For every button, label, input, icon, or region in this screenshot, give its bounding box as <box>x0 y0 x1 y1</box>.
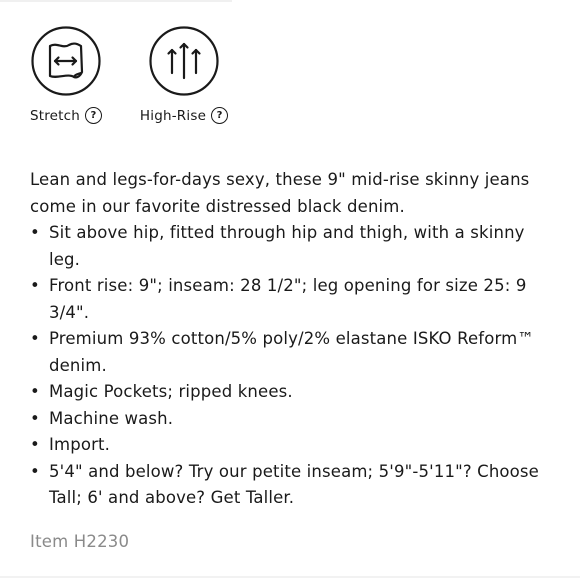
feature-high-rise <box>136 26 232 124</box>
top-divider <box>0 0 232 2</box>
stretch-help-icon[interactable]: ? <box>85 107 102 124</box>
list-item: • Front rise: 9"; inseam: 28 1/2"; leg opening for size 25: 9 3/4". <box>30 273 545 326</box>
description-bullets <box>30 220 545 512</box>
feature-icons-row <box>28 26 232 124</box>
description-intro: Lean and legs-for-days sexy, these 9" mid-rise skinny jeans come in our favorite distressed black denim. <box>30 170 530 216</box>
item-number: Item H2230 <box>30 532 130 551</box>
high-rise-arrows-icon <box>149 26 219 96</box>
stretch-label-row <box>30 107 102 124</box>
stretch-label: Stretch <box>29 107 81 124</box>
list-item: • 5'4" and below? Try our petite inseam; 5'9"-5'11"? Choose Tall; 6' and above? Get Taller. <box>30 459 545 512</box>
bottom-divider <box>0 576 580 578</box>
product-description <box>30 167 545 512</box>
high-rise-label-row <box>140 107 228 124</box>
list-item: • Machine wash. <box>30 406 545 433</box>
list-item: • Sit above hip, fitted through hip and thigh, with a skinny leg. <box>30 220 545 273</box>
list-item: • Magic Pockets; ripped knees. <box>30 379 545 406</box>
high-rise-label: High-Rise <box>139 107 207 124</box>
high-rise-help-icon[interactable]: ? <box>211 107 228 124</box>
list-item: • Premium 93% cotton/5% poly/2% elastane ISKO Reform™ denim. <box>30 326 545 379</box>
stretch-fabric-icon <box>31 26 101 96</box>
list-item: • Import. <box>30 432 545 459</box>
feature-stretch <box>28 26 104 124</box>
